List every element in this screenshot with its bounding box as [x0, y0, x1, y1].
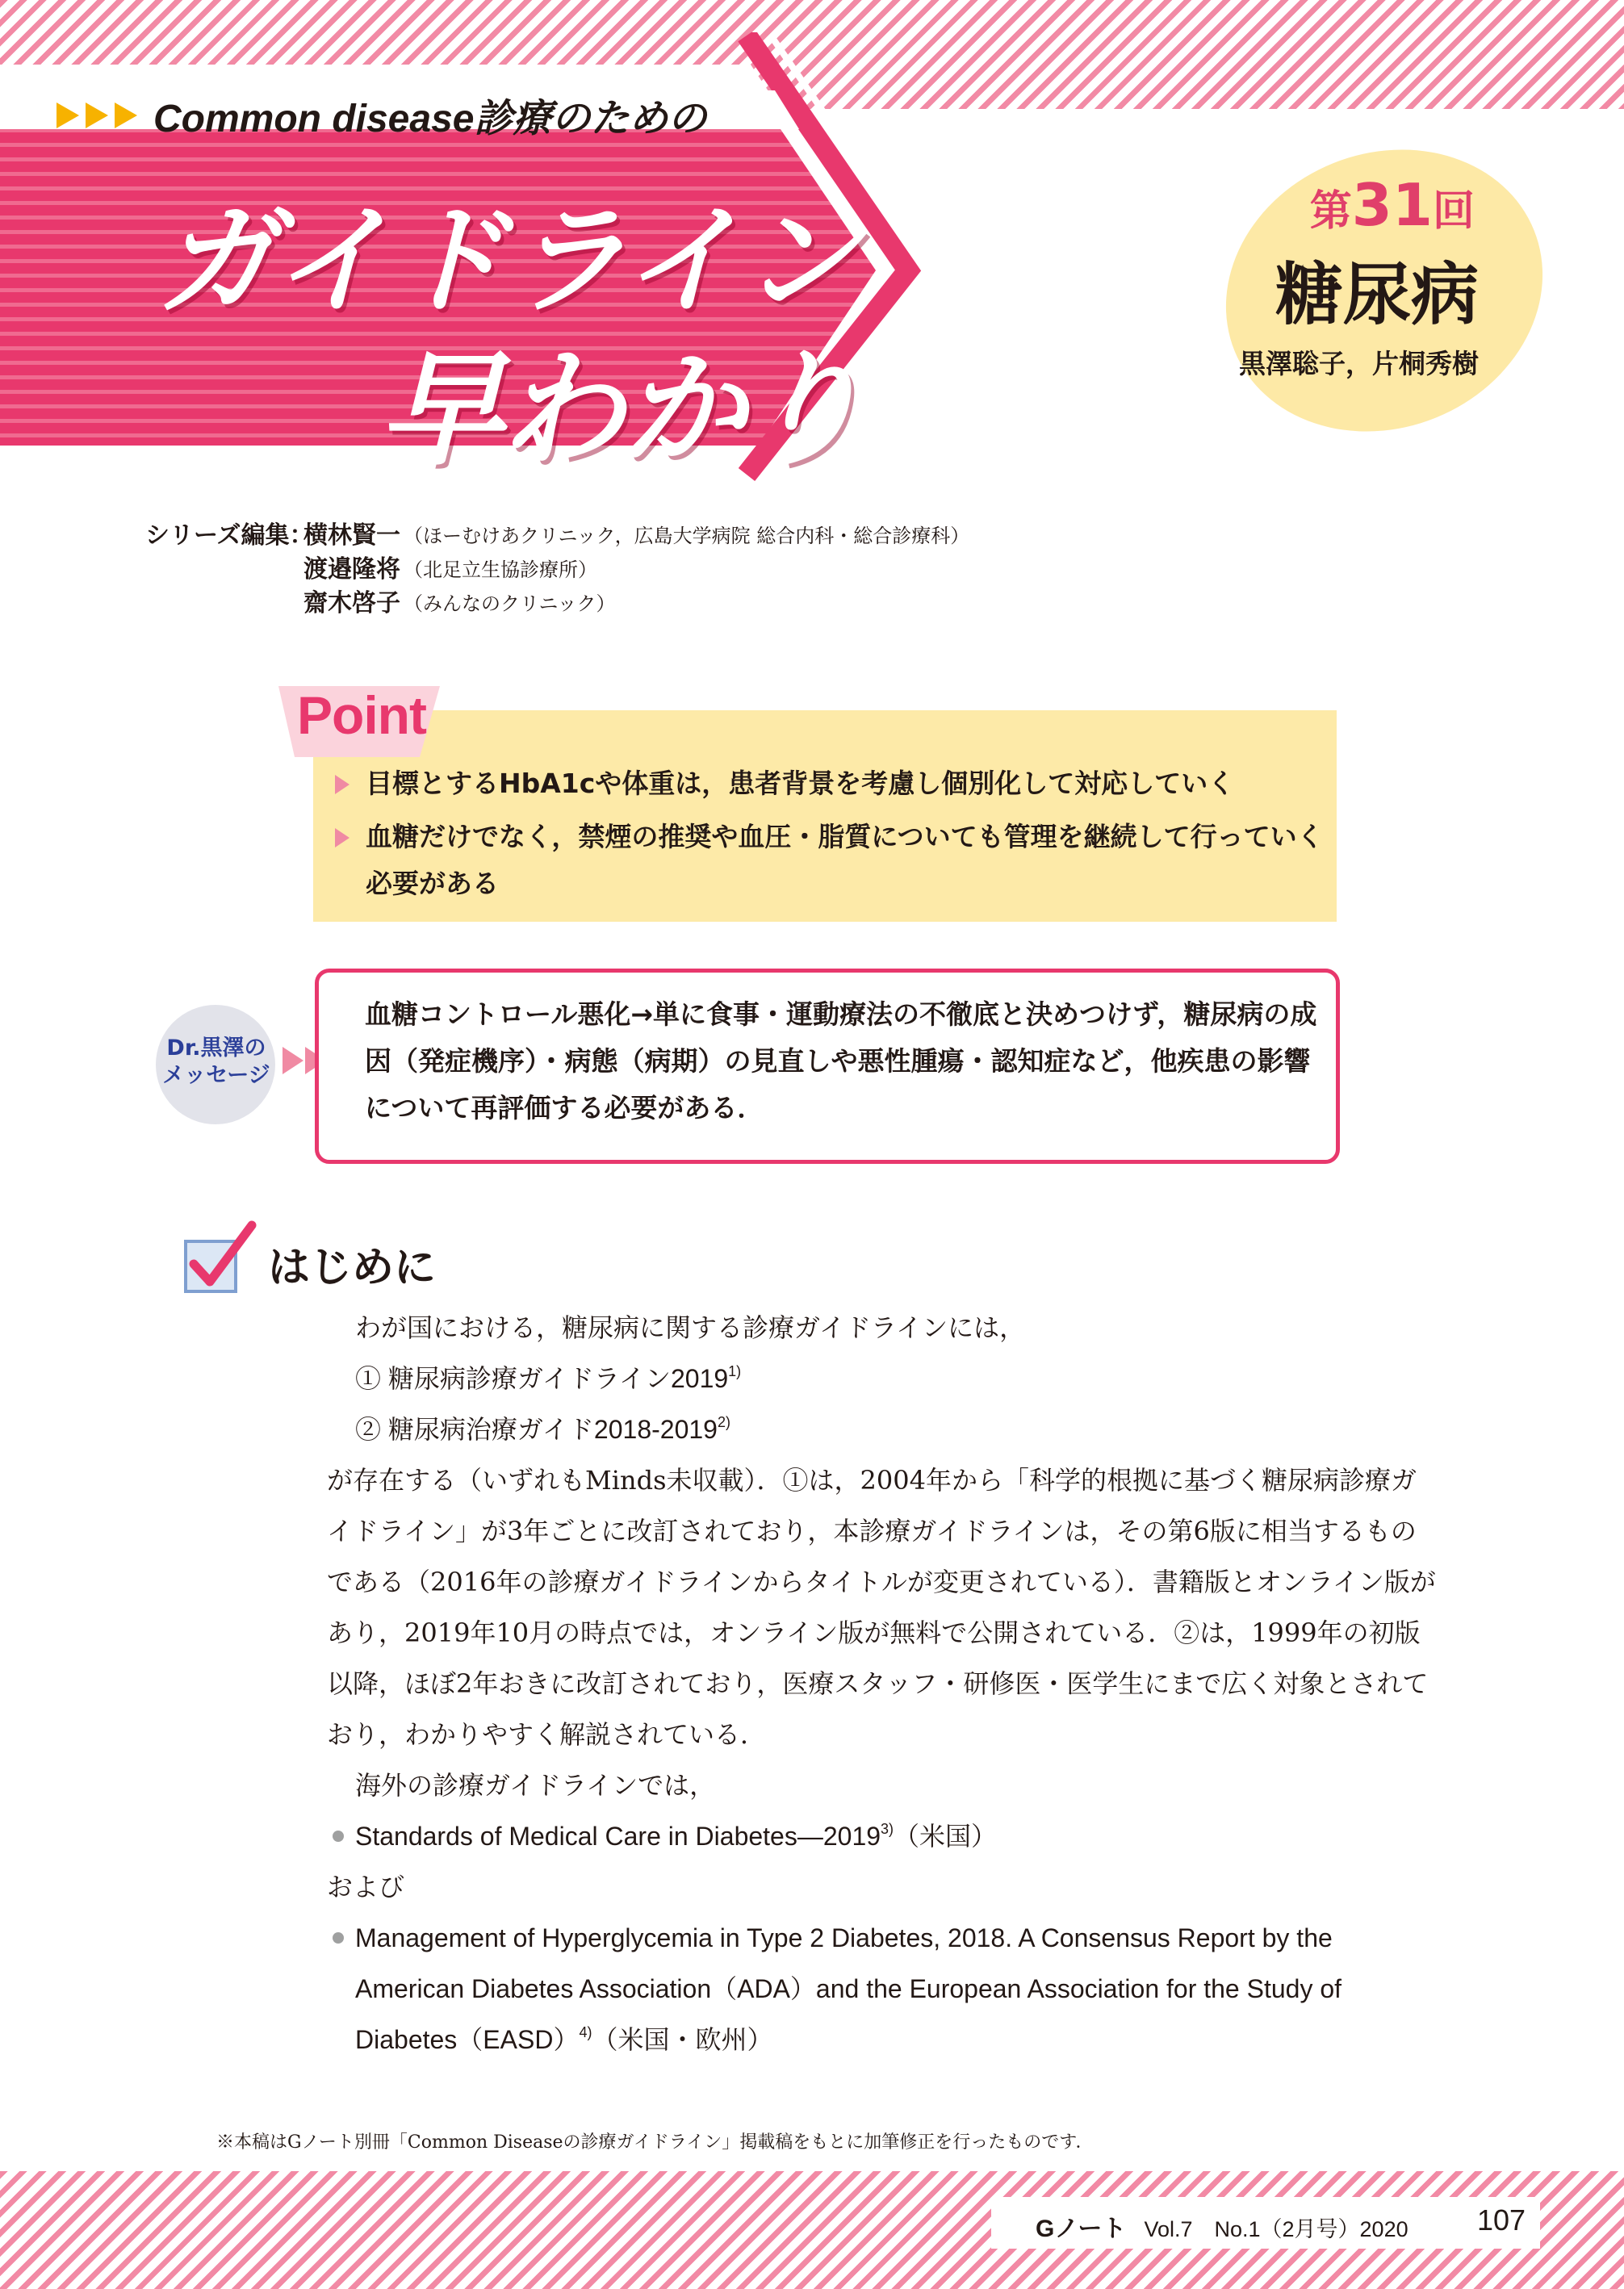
episode-topic: 糖尿病 — [1275, 255, 1479, 334]
point-item — [335, 814, 1328, 907]
paragraph-line: である（2016年の診療ガイドラインからタイトルが変更されている）．書籍版とオンライン版が — [327, 1567, 1436, 1597]
main-title-line2: 早わかり — [379, 338, 864, 483]
editor-row — [145, 553, 969, 587]
section-title: はじめに — [268, 1244, 437, 1292]
message-label-line2: メッセージ — [162, 1063, 270, 1088]
overseas-guideline-text: Diabetes（EASD） — [355, 2025, 580, 2054]
checkbox-icon — [179, 1219, 260, 1299]
page-number: 107 — [1477, 2203, 1526, 2237]
editor-affiliation: （ほーむけあクリニック，広島大学病院 総合内科・総合診療科） — [404, 525, 970, 547]
message-line: 因（発症機序）・病態（病期）の見直しや悪性腫瘍・認知症など，他疾患の影響 — [365, 1045, 1311, 1077]
episode-prefix: 第 — [1309, 187, 1352, 236]
citation-ref: 1) — [728, 1363, 742, 1379]
guideline-text: ② 糖尿病治療ガイド2018-2019 — [355, 1415, 718, 1444]
citation-ref: 3) — [881, 1821, 894, 1837]
overseas-guideline-text: American Diabetes Association（ADA）and the European Association for the Study of — [355, 1974, 1342, 2003]
point-item — [335, 760, 1328, 807]
triangle-icon — [283, 1047, 303, 1074]
overseas-intro: 海外の診療ガイドラインでは， — [355, 1770, 716, 1801]
guideline-item — [355, 1404, 730, 1455]
episode-number-value: 31 — [1351, 171, 1433, 239]
overseas-guideline-text: Standards of Medical Care in Diabetes—2019 — [355, 1822, 881, 1851]
main-title-line1: ガイドライン — [157, 191, 858, 330]
point-label: Point — [297, 685, 426, 745]
overseas-region: （米国） — [894, 1821, 998, 1852]
paragraph-line: あり，2019年10月の時点では，オンライン版が無料で公開されている．②は，1999年の初版 — [327, 1617, 1421, 1648]
overseas-guideline-text: Management of Hyperglycemia in Type 2 Diabetes, 2018. A Consensus Report by the — [355, 1923, 1333, 1952]
episode-number — [1310, 171, 1475, 239]
bullet-icon — [333, 1831, 344, 1842]
series-title — [57, 87, 706, 143]
paragraph-line: イドライン」が3年ごとに改訂されており，本診療ガイドラインは，その第6版に相当するもの — [327, 1516, 1417, 1546]
guideline-item — [355, 1354, 741, 1404]
article-authors: 黒澤聡子，片桐秀樹 — [1239, 348, 1479, 379]
footnote: ※本稿はGノート別冊「Common Diseaseの診療ガイドライン」掲載稿をもとに加筆修正を行ったものです． — [216, 2132, 1094, 2153]
paragraph-line: 以降，ほぼ2年おきに改訂されており，医療スタッフ・研修医・医学生にまで広く対象とされて — [327, 1668, 1429, 1699]
editor-row — [145, 519, 969, 553]
citation-ref: 4) — [579, 2024, 592, 2040]
message-label — [156, 1035, 277, 1090]
episode-suffix: 回 — [1432, 187, 1475, 236]
triangle-icon — [57, 103, 79, 128]
message-line: について再評価する必要がある． — [365, 1092, 764, 1124]
citation-ref: 2) — [717, 1414, 730, 1430]
editor-row — [145, 587, 969, 621]
triangle-bullet-icon — [335, 775, 349, 794]
overseas-guideline-item — [333, 1811, 997, 1862]
bullet-icon — [333, 1932, 344, 1944]
triangle-icon — [115, 103, 137, 128]
editor-affiliation: （北足立生協診療所） — [404, 559, 597, 581]
paragraph-line: が存在する（いずれもMinds未収載）．①は，2004年から「科学的根拠に基づく糖尿病診療ガ — [327, 1465, 1417, 1496]
triangle-bullet-icon — [335, 828, 349, 847]
and-text: および — [327, 1872, 405, 1902]
body-intro: わが国における，糖尿病に関する診療ガイドラインには， — [355, 1312, 1026, 1343]
editor-name: 渡邉隆将 — [303, 555, 400, 584]
guideline-text: ① 糖尿病診療ガイドライン2019 — [355, 1364, 729, 1393]
body-paragraph — [327, 1455, 1481, 1760]
point-item-text: 目標とするHbA1cや体重は，患者背景を考慮し個別化して対応していく — [366, 768, 1235, 799]
editors-label: シリーズ編集： — [145, 521, 314, 550]
editor-name: 横林賢一 — [303, 521, 400, 550]
journal-name: Gノート — [1036, 2216, 1127, 2242]
message-label-line1: Dr.黒澤の — [166, 1036, 266, 1061]
message-line: 血糖コントロール悪化→単に食事・運動療法の不徹底と決めつけず，糖尿病の成 — [365, 998, 1317, 1030]
editor-name: 齋木啓子 — [303, 589, 400, 617]
point-item-text: 血糖だけでなく，禁煙の推奨や血圧・脂質についても管理を継続して行っていく — [366, 821, 1324, 852]
issue-info: Vol.7 No.1（2月号）2020 — [1144, 2217, 1408, 2241]
point-item-text-cont: 必要がある — [366, 868, 499, 899]
triangle-icon — [86, 103, 108, 128]
overseas-guideline-item — [333, 1913, 1487, 2065]
series-title-text: Common disease診療のための — [153, 98, 707, 140]
overseas-region: （米国・欧州） — [592, 2024, 773, 2055]
message-text — [365, 991, 1317, 1132]
series-editors — [145, 519, 969, 621]
paragraph-line: おり，わかりやすく解説されている． — [327, 1719, 767, 1750]
editor-affiliation: （みんなのクリニック） — [404, 592, 616, 615]
footer-issue-info — [1036, 2208, 1408, 2244]
